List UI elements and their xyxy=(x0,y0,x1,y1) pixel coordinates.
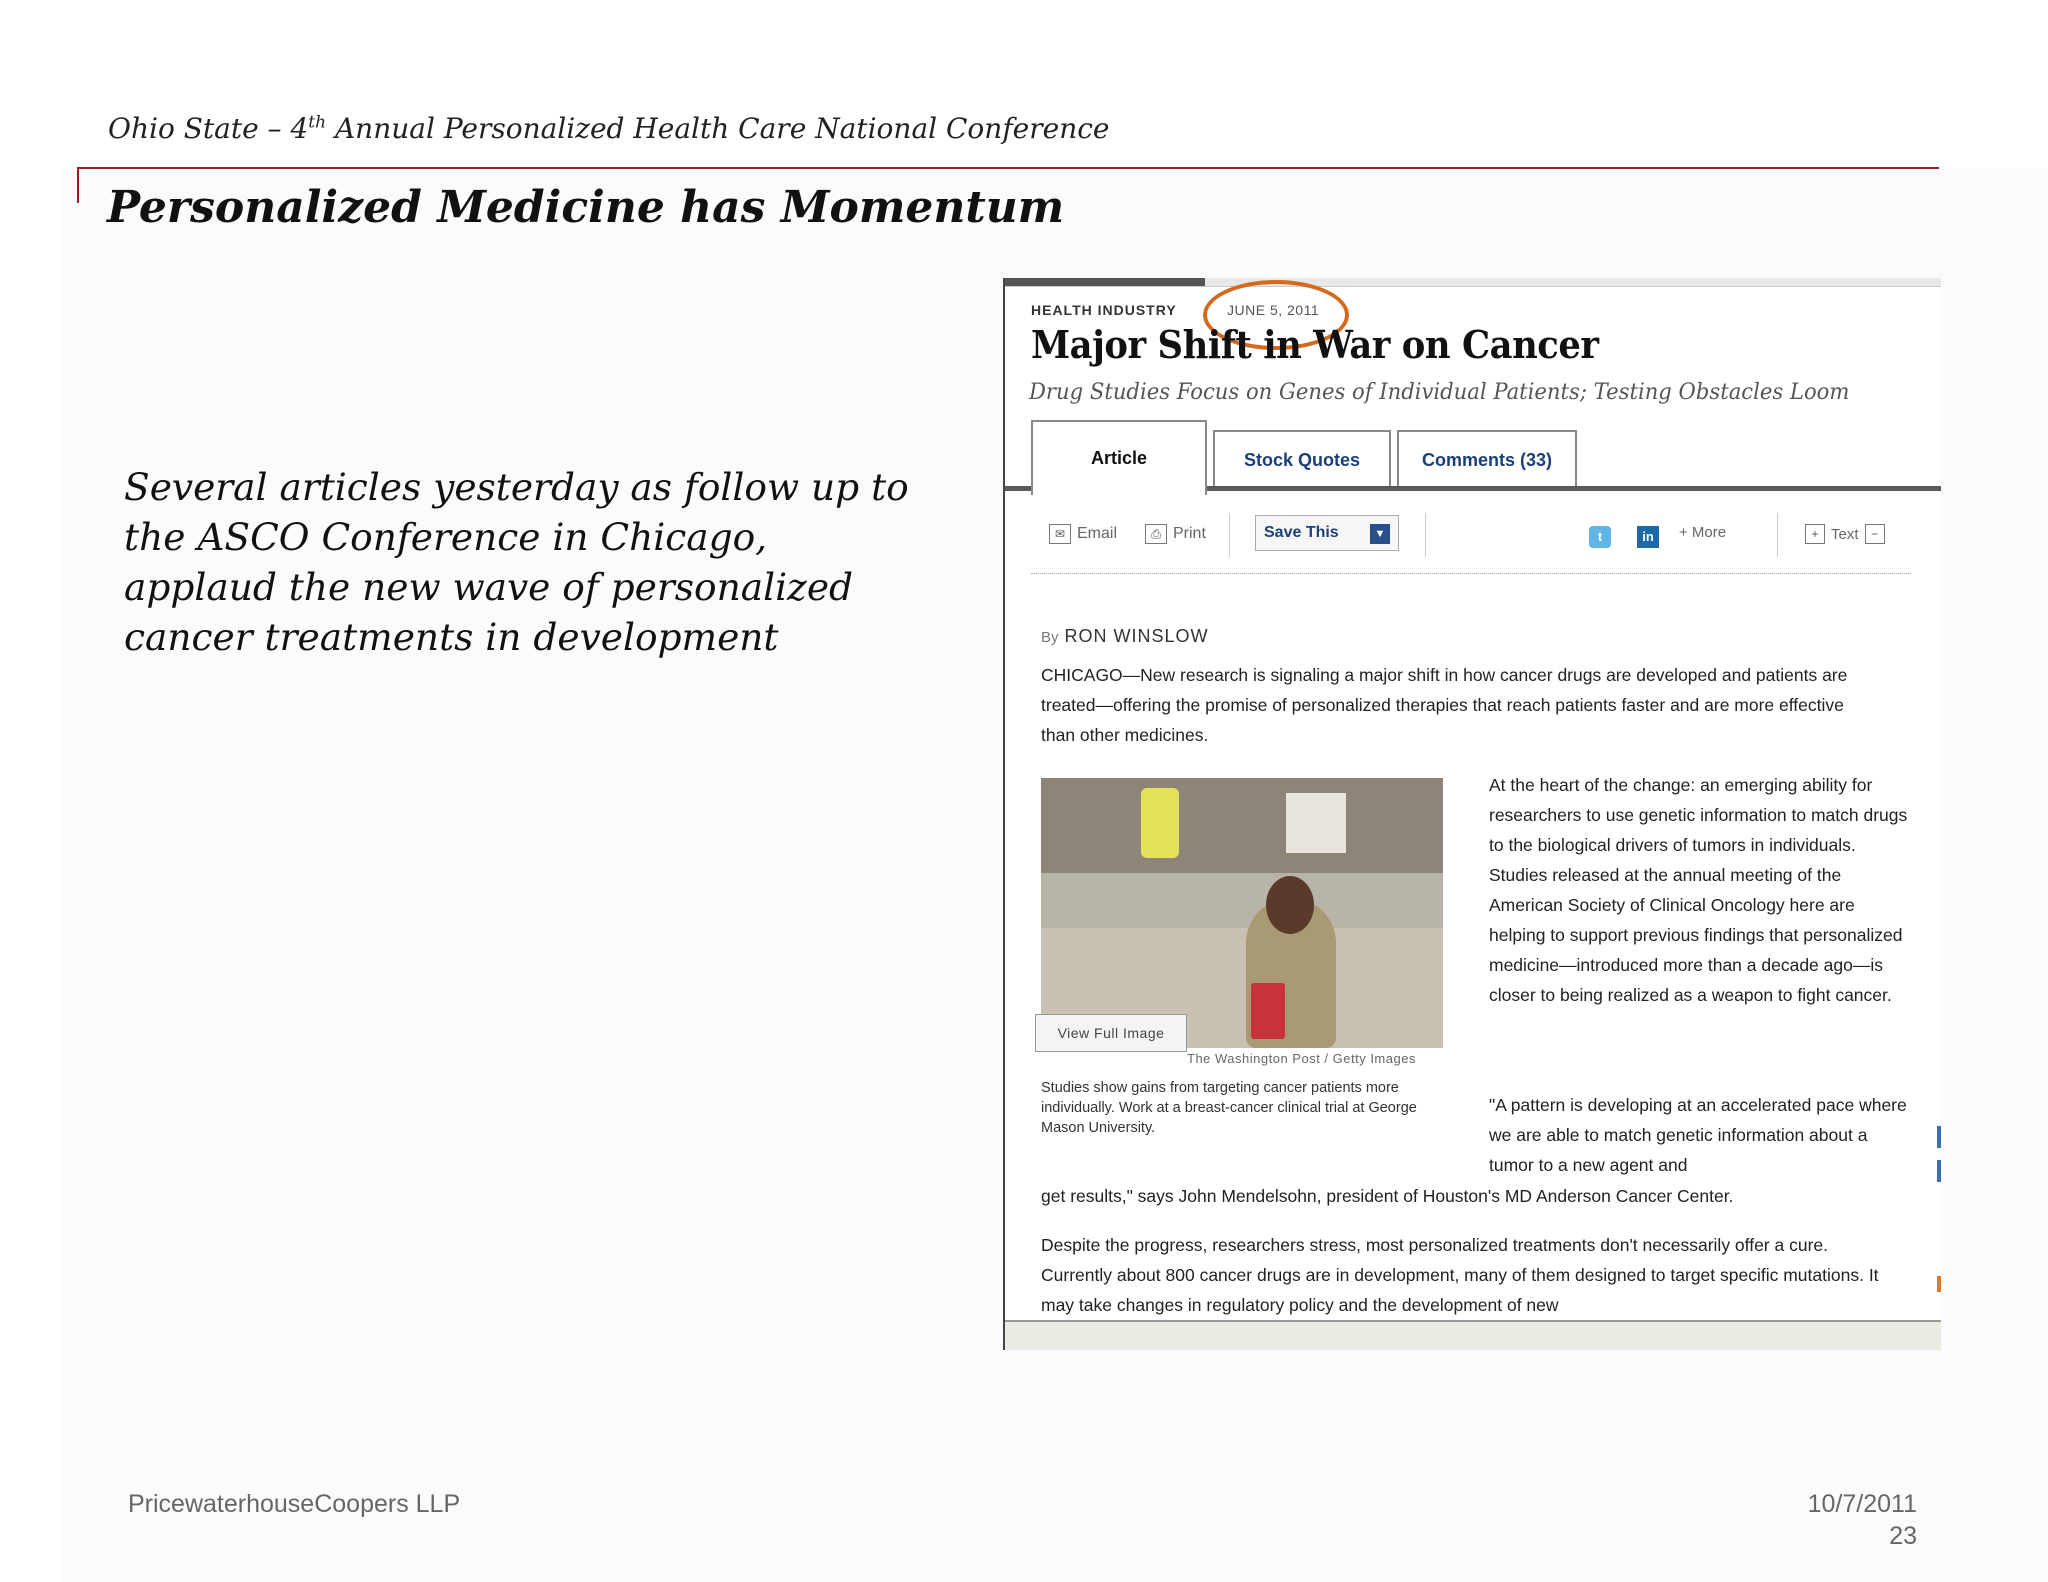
page-number: 23 xyxy=(1889,1522,1917,1550)
sidebar-edge-marker xyxy=(1937,1126,1941,1148)
more-share-link[interactable] xyxy=(1679,524,1726,541)
byline-prefix: By xyxy=(1041,629,1059,646)
toolbar-divider xyxy=(1031,573,1911,574)
sidebar-edge-marker xyxy=(1937,1276,1941,1292)
plus-icon[interactable]: + xyxy=(1805,524,1825,544)
email-tool[interactable] xyxy=(1049,524,1117,544)
toolbar-separator xyxy=(1229,513,1230,557)
slide-body-text: Several articles yesterday as follow up to the ASCO Conference in Chicago, applaud the new wave of personalized cancer treatments in development xyxy=(124,465,909,659)
article-quote-start: "A pattern is developing at an accelerated pace where we are able to match genetic information about a tumor to a new agent and xyxy=(1489,1095,1907,1175)
article-headline: Major Shift in War on Cancer xyxy=(1031,322,1599,367)
print-tool[interactable] xyxy=(1145,524,1206,544)
footer-date: 10/7/2011 xyxy=(1807,1490,1917,1518)
article-bottom-bar xyxy=(1005,1320,1941,1350)
twitter-icon[interactable]: t xyxy=(1589,526,1611,548)
save-this-label: Save This xyxy=(1264,524,1339,541)
photo-bottle xyxy=(1141,788,1179,858)
conference-suffix: Annual Personalized Health Care National Conference xyxy=(326,112,1110,145)
email-label: Email xyxy=(1077,525,1118,542)
article-photo[interactable] xyxy=(1041,778,1443,1048)
article-paragraph-4: Despite the progress, researchers stress, most personalized treatments don't necessarily offer a cure. Currently about 800 cancer drugs are in development, many of them designed to target specific mutations. It may take changes in regulatory policy and the development of new xyxy=(1041,1235,1879,1315)
conference-sup: th xyxy=(308,112,327,133)
photo-red-container xyxy=(1251,983,1285,1039)
view-full-image-button[interactable]: View Full Image xyxy=(1035,1014,1187,1052)
toolbar-separator xyxy=(1425,513,1426,557)
save-this-button[interactable] xyxy=(1255,515,1399,551)
linkedin-icon[interactable]: in xyxy=(1637,526,1659,548)
article-topbar-dark xyxy=(1005,278,1205,286)
article-kicker[interactable]: HEALTH INDUSTRY xyxy=(1031,302,1177,318)
envelope-icon: ✉ xyxy=(1049,524,1071,544)
photo-researcher-head xyxy=(1266,876,1314,934)
article-lede: CHICAGO—New research is signaling a major shift in how cancer drugs are developed and patients are treated—offering the promise of personalized therapies that reach patients faster and are more effective than other medicines. xyxy=(1041,665,1848,745)
minus-icon[interactable]: − xyxy=(1865,524,1885,544)
photo-box xyxy=(1286,793,1346,853)
photo-caption: Studies show gains from targeting cancer patients more individually. Work at a breast-cancer clinical trial at George Mason University. xyxy=(1041,1080,1417,1136)
conference-header xyxy=(108,112,1110,145)
byline xyxy=(1041,626,1209,647)
article-topbar xyxy=(1005,278,1941,287)
more-share-label: + More xyxy=(1679,524,1727,541)
byline-author[interactable]: RON WINSLOW xyxy=(1064,626,1209,646)
dropdown-arrow-icon[interactable]: ▼ xyxy=(1370,524,1390,544)
photo-credit: The Washington Post / Getty Images xyxy=(1187,1051,1416,1066)
footer-company: PricewaterhouseCoopers LLP xyxy=(128,1490,461,1518)
tab-article[interactable]: Article xyxy=(1031,420,1207,495)
article-dek: Drug Studies Focus on Genes of Individual Patients; Testing Obstacles Loom xyxy=(1029,380,1850,405)
article-screenshot xyxy=(1003,278,1941,1350)
sidebar-edge-marker xyxy=(1937,1160,1941,1182)
conference-prefix: Ohio State – 4 xyxy=(108,112,309,145)
article-date: JUNE 5, 2011 xyxy=(1227,302,1320,318)
text-size-control xyxy=(1805,524,1885,544)
article-paragraph-2: At the heart of the change: an emerging ability for researchers to use genetic information to match drugs to the biological drivers of tumors in individuals. Studies released at the annual meeting of the American Society of Clinical Oncology here are helping to support previous findings that personalized medicine—introduced more than a decade ago—is closer to being realized as a weapon to fight cancer. xyxy=(1489,775,1908,1005)
article-quote-end: get results," says John Mendelsohn, president of Houston's MD Anderson Cancer Center. xyxy=(1041,1186,1734,1206)
printer-icon: ⎙ xyxy=(1145,524,1167,544)
text-size-label: Text xyxy=(1831,525,1859,543)
header-rule-tick xyxy=(77,167,79,203)
header-rule xyxy=(77,167,1939,169)
toolbar-separator xyxy=(1777,513,1778,557)
slide-title: Personalized Medicine has Momentum xyxy=(107,182,1065,233)
tab-comments[interactable]: Comments (33) xyxy=(1397,430,1577,488)
print-label: Print xyxy=(1173,525,1206,542)
tab-stock-quotes[interactable]: Stock Quotes xyxy=(1213,430,1391,488)
photo-shelf xyxy=(1041,778,1443,873)
